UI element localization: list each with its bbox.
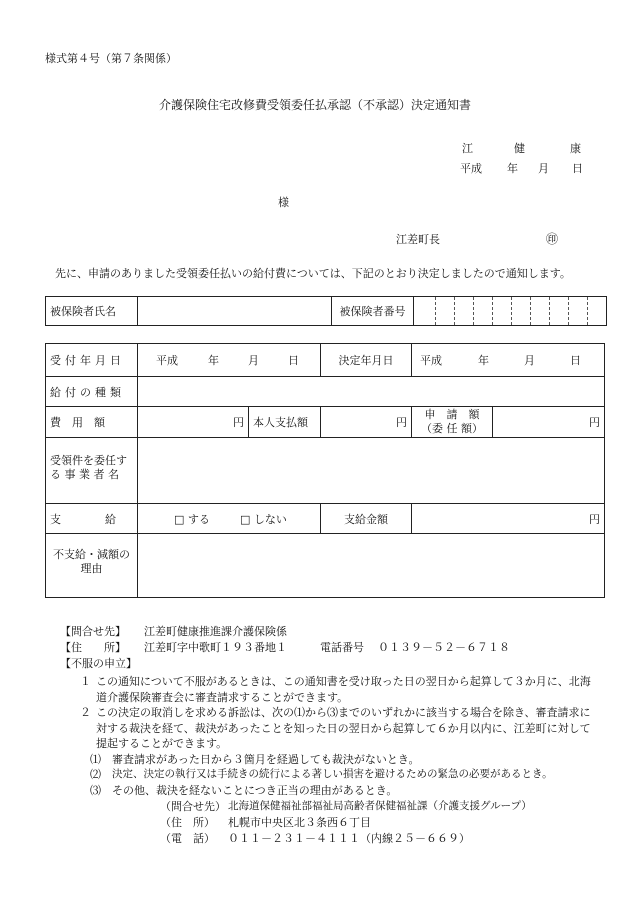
address-label: 【住 所】 bbox=[60, 641, 126, 654]
decision-day: 日 bbox=[570, 354, 581, 367]
prefecture-address-label: （住 所） bbox=[160, 816, 215, 829]
payment-amount-label: 支給金額 bbox=[321, 504, 412, 534]
received-era: 平成 bbox=[156, 354, 178, 367]
prefecture-inquiry-value: 北海道保健福祉部福祉局高齢者保健福祉課（介護支援グループ） bbox=[228, 800, 532, 812]
subnote-3-text: その他、裁決を経ないことにつき正当の理由があるとき。 bbox=[112, 783, 398, 797]
payment-choice bbox=[138, 504, 321, 534]
inquiry-label: 【問合せ先】 bbox=[60, 625, 126, 638]
inquiry-value: 江差町健康推進課介護保険係 bbox=[144, 625, 287, 638]
reason-field[interactable] bbox=[138, 534, 605, 598]
decision-table bbox=[45, 343, 605, 598]
insured-number-digit[interactable] bbox=[550, 297, 569, 326]
insured-number-digit[interactable] bbox=[512, 297, 531, 326]
date-era: 平成 bbox=[460, 162, 482, 175]
note-1 bbox=[60, 674, 605, 705]
prefecture-phone-label: （電 話） bbox=[160, 832, 215, 845]
cost-yen: 円 bbox=[233, 416, 244, 429]
date-year: 年 bbox=[507, 162, 518, 175]
prefecture-phone-value: ０１１－２３１－４１１１（内線２５－６６９） bbox=[228, 832, 470, 845]
intro-text: 先に、申請のありました受領委任払いの給付費については、下記のとおり決定しましたので通知します。 bbox=[55, 267, 571, 280]
insured-name-field[interactable] bbox=[138, 297, 332, 326]
payment-yes-checkbox[interactable]: □ する bbox=[174, 512, 210, 526]
subnote-1-text: 審査請求があった日から３箇月を経過しても裁決がないとき。 bbox=[112, 752, 420, 766]
phone-value: ０１３９－５２－６７１８ bbox=[378, 641, 510, 654]
insured-number-digit[interactable] bbox=[436, 297, 455, 326]
delegate-label-line1: 受領件を委任す bbox=[50, 454, 127, 467]
received-year: 年 bbox=[208, 354, 219, 367]
delegate-label-line2: る 事 業 者 名 bbox=[50, 468, 119, 481]
decision-month: 月 bbox=[524, 354, 535, 367]
note-1-number: １ bbox=[80, 675, 91, 688]
benefit-type-field[interactable] bbox=[138, 377, 605, 407]
reason-label-line2: 理由 bbox=[80, 562, 103, 575]
insured-number-digit[interactable] bbox=[569, 297, 588, 326]
subnote-2 bbox=[60, 767, 605, 783]
payment-label: 支 給 bbox=[46, 504, 138, 534]
date-month: 月 bbox=[538, 162, 549, 175]
subnote-3 bbox=[60, 783, 605, 799]
date-day: 日 bbox=[572, 162, 583, 175]
applied-label-line2: （委 任 額） bbox=[421, 422, 483, 435]
appeal-label: 【不服の申立】 bbox=[60, 657, 137, 670]
subnote-3-number: ⑶ bbox=[90, 783, 101, 797]
insured-number-digit[interactable] bbox=[414, 297, 436, 326]
insured-number-digit[interactable] bbox=[455, 297, 474, 326]
payment-amount-field[interactable] bbox=[412, 504, 605, 534]
insured-number-label: 被保険者番号 bbox=[332, 297, 414, 326]
self-pay-label: 本人支払額 bbox=[249, 407, 321, 438]
insured-number-digit[interactable] bbox=[474, 297, 493, 326]
self-pay-yen: 円 bbox=[396, 416, 407, 429]
decision-year: 年 bbox=[478, 354, 489, 367]
applied-amount-label bbox=[412, 407, 493, 438]
subnote-2-text: 決定、決定の執行又は手続きの続行による著しい損害を避けるための緊急の必要があるとき。 bbox=[112, 768, 553, 780]
subnote-1 bbox=[60, 752, 605, 768]
received-month: 月 bbox=[248, 354, 259, 367]
delegate-business-label bbox=[46, 438, 138, 504]
decision-date-label: 決定年月日 bbox=[321, 344, 412, 377]
insured-number-digit[interactable] bbox=[588, 297, 607, 326]
issuer-name: 江差町長 bbox=[396, 233, 440, 246]
phone-label: 電話番号 bbox=[320, 641, 364, 654]
insured-name-label: 被保険者氏名 bbox=[46, 297, 138, 326]
seal-mark: ㊞ bbox=[546, 232, 559, 246]
addressee-suffix: 様 bbox=[278, 196, 289, 209]
note-2-number: ２ bbox=[80, 706, 91, 719]
received-date-field[interactable] bbox=[138, 344, 321, 377]
applied-label-line1: 申 請 額 bbox=[424, 408, 480, 421]
decision-date-field[interactable] bbox=[412, 344, 605, 377]
applied-yen: 円 bbox=[589, 416, 600, 429]
reason-label bbox=[46, 534, 138, 598]
payment-no-checkbox[interactable]: □ しない bbox=[240, 512, 287, 526]
cost-field[interactable] bbox=[138, 407, 249, 438]
form-number: 様式第４号（第７条関係） bbox=[45, 52, 177, 65]
payment-yen: 円 bbox=[589, 512, 600, 526]
delegate-business-field[interactable] bbox=[138, 438, 605, 504]
note-2-text: この決定の取消しを求める訴訟は、次の⑴から⑶までのいずれかに該当する場合を除き、審査請求に対する裁決を経て、裁決があったことを知った日の翌日から起算して６か月以内に、江差町に対して提起することができます。 bbox=[96, 706, 591, 750]
self-pay-field[interactable] bbox=[321, 407, 412, 438]
received-day: 日 bbox=[288, 354, 299, 367]
notes-section bbox=[60, 624, 605, 847]
page-title: 介護保険住宅改修費受領委任払承認（不承認）決定通知書 bbox=[158, 98, 471, 112]
benefit-type-label: 給付の種類 bbox=[46, 377, 138, 407]
subnote-2-number: ⑵ bbox=[90, 768, 101, 781]
note-2 bbox=[60, 705, 605, 752]
insured-number-digit[interactable] bbox=[493, 297, 512, 326]
received-date-label: 受付年月日 bbox=[46, 344, 138, 377]
applied-amount-field[interactable] bbox=[493, 407, 605, 438]
prefecture-address-value: 札幌市中央区北３条西６丁目 bbox=[228, 816, 371, 829]
recipient-char-2: 健 bbox=[514, 142, 525, 155]
cost-label: 費 用 額 bbox=[46, 407, 138, 438]
note-1-text: この通知について不服があるときは、この通知書を受け取った日の翌日から起算して３か月に、北海道介護保険審査会に審査請求することができます。 bbox=[96, 675, 591, 704]
insured-table bbox=[45, 296, 607, 326]
subnote-1-number: ⑴ bbox=[90, 752, 101, 766]
decision-era: 平成 bbox=[420, 354, 442, 367]
insured-number-digit[interactable] bbox=[531, 297, 550, 326]
recipient-char-1: 江 bbox=[462, 142, 473, 155]
address-value: 江差町字中歌町１９３番地１ bbox=[144, 641, 287, 654]
reason-label-line1: 不支給・減額の bbox=[53, 548, 130, 561]
recipient-char-3: 康 bbox=[570, 142, 581, 155]
prefecture-inquiry-label: （問合せ先） bbox=[160, 800, 226, 813]
